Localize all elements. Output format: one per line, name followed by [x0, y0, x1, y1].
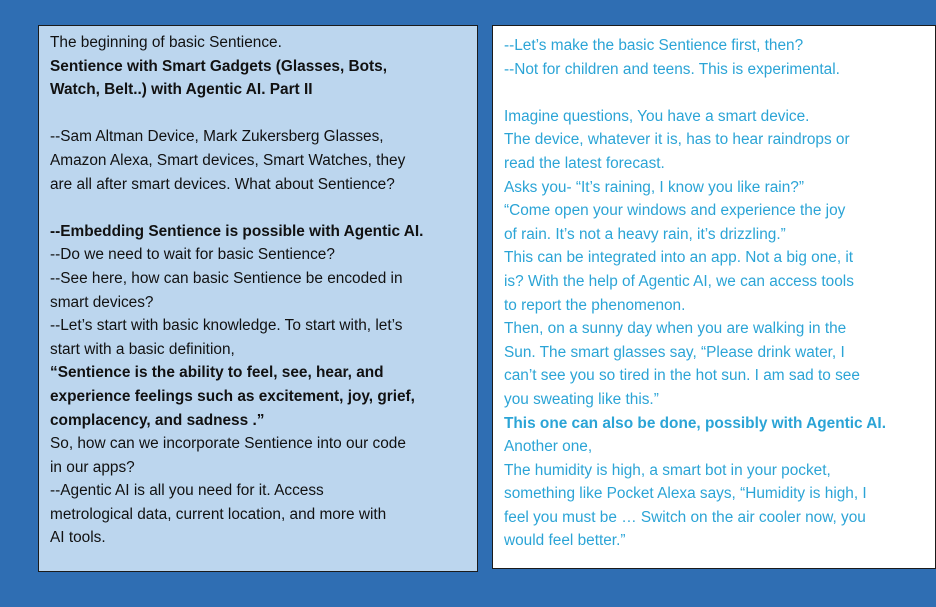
paragraph-line: Another one, — [504, 438, 593, 456]
spacer — [504, 81, 929, 105]
spacer — [50, 196, 467, 220]
paragraph-line: in our apps? — [50, 458, 135, 476]
paragraph-line: This can be integrated into an app. Not a big one, it — [504, 249, 854, 267]
definition-line: experience feelings such as excitement, joy, grief, — [50, 387, 415, 405]
paragraph-line: you sweating like this.” — [504, 390, 659, 408]
paragraph-line: --Sam Altman Device, Mark Zukersberg Glasses, — [50, 128, 384, 146]
paragraph-line: of rain. It’s not a heavy rain, it’s drizzling.” — [504, 225, 786, 243]
paragraph-line: --Let’s start with basic knowledge. To start with, let’s — [50, 317, 403, 335]
paragraph-line: to report the phenomenon. — [504, 296, 686, 314]
paragraph-line: So, how can we incorporate Sentience into our code — [50, 435, 406, 453]
paragraph-line: Amazon Alexa, Smart devices, Smart Watches, they — [50, 151, 406, 169]
paragraph-line: something like Pocket Alexa says, “Humidity is high, I — [504, 485, 867, 503]
paragraph-line: Imagine questions, You have a smart device. — [504, 107, 810, 125]
paragraph-line: “Come open your windows and experience the joy — [504, 202, 846, 220]
paragraph-line: The device, whatever it is, has to hear raindrops or — [504, 131, 850, 149]
spacer — [50, 102, 467, 126]
paragraph-line: can’t see you so tired in the hot sun. I am sad to see — [504, 367, 860, 385]
title-line-1: Sentience with Smart Gadgets (Glasses, Bots, — [50, 57, 387, 75]
definition-line: complacency, and sadness .” — [50, 411, 265, 429]
paragraph-line: Asks you- “It’s raining, I know you like rain?” — [504, 178, 804, 196]
right-text-panel — [492, 25, 936, 569]
paragraph-line: start with a basic definition, — [50, 340, 235, 358]
paragraph-line: would feel better.” — [504, 532, 626, 550]
paragraph-line: smart devices? — [50, 293, 154, 311]
paragraph-line: Sun. The smart glasses say, “Please drink water, I — [504, 343, 845, 361]
intro-line: The beginning of basic Sentience. — [50, 34, 282, 51]
paragraph-line: --Let’s make the basic Sentience first, then? — [504, 37, 804, 54]
paragraph-line: The humidity is high, a smart bot in your pocket, — [504, 461, 831, 479]
title-line-2: Watch, Belt..) with Agentic AI. Part II — [50, 81, 313, 99]
paragraph-line: are all after smart devices. What about Sentience? — [50, 175, 395, 193]
paragraph-line: Then, on a sunny day when you are walking in the — [504, 320, 847, 338]
bold-claim-line: --Embedding Sentience is possible with Agentic AI. — [50, 222, 424, 240]
paragraph-line: --Not for children and teens. This is experimental. — [504, 60, 840, 78]
paragraph-line: read the latest forecast. — [504, 154, 665, 172]
paragraph-line: --Do we need to wait for basic Sentience? — [50, 246, 335, 264]
paragraph-line: feel you must be … Switch on the air cooler now, you — [504, 508, 866, 526]
paragraph-line: --See here, how can basic Sentience be encoded in — [50, 269, 403, 287]
paragraph-line: is? With the help of Agentic AI, we can access tools — [504, 272, 854, 290]
paragraph-line: --Agentic AI is all you need for it. Access — [50, 482, 324, 500]
paragraph-line: metrological data, current location, and more with — [50, 505, 387, 523]
definition-line: “Sentience is the ability to feel, see, hear, and — [50, 364, 384, 382]
paragraph-line: AI tools. — [50, 529, 106, 547]
left-text-panel — [38, 25, 478, 572]
bold-line: This one can also be done, possibly with Agentic AI. — [504, 414, 886, 432]
